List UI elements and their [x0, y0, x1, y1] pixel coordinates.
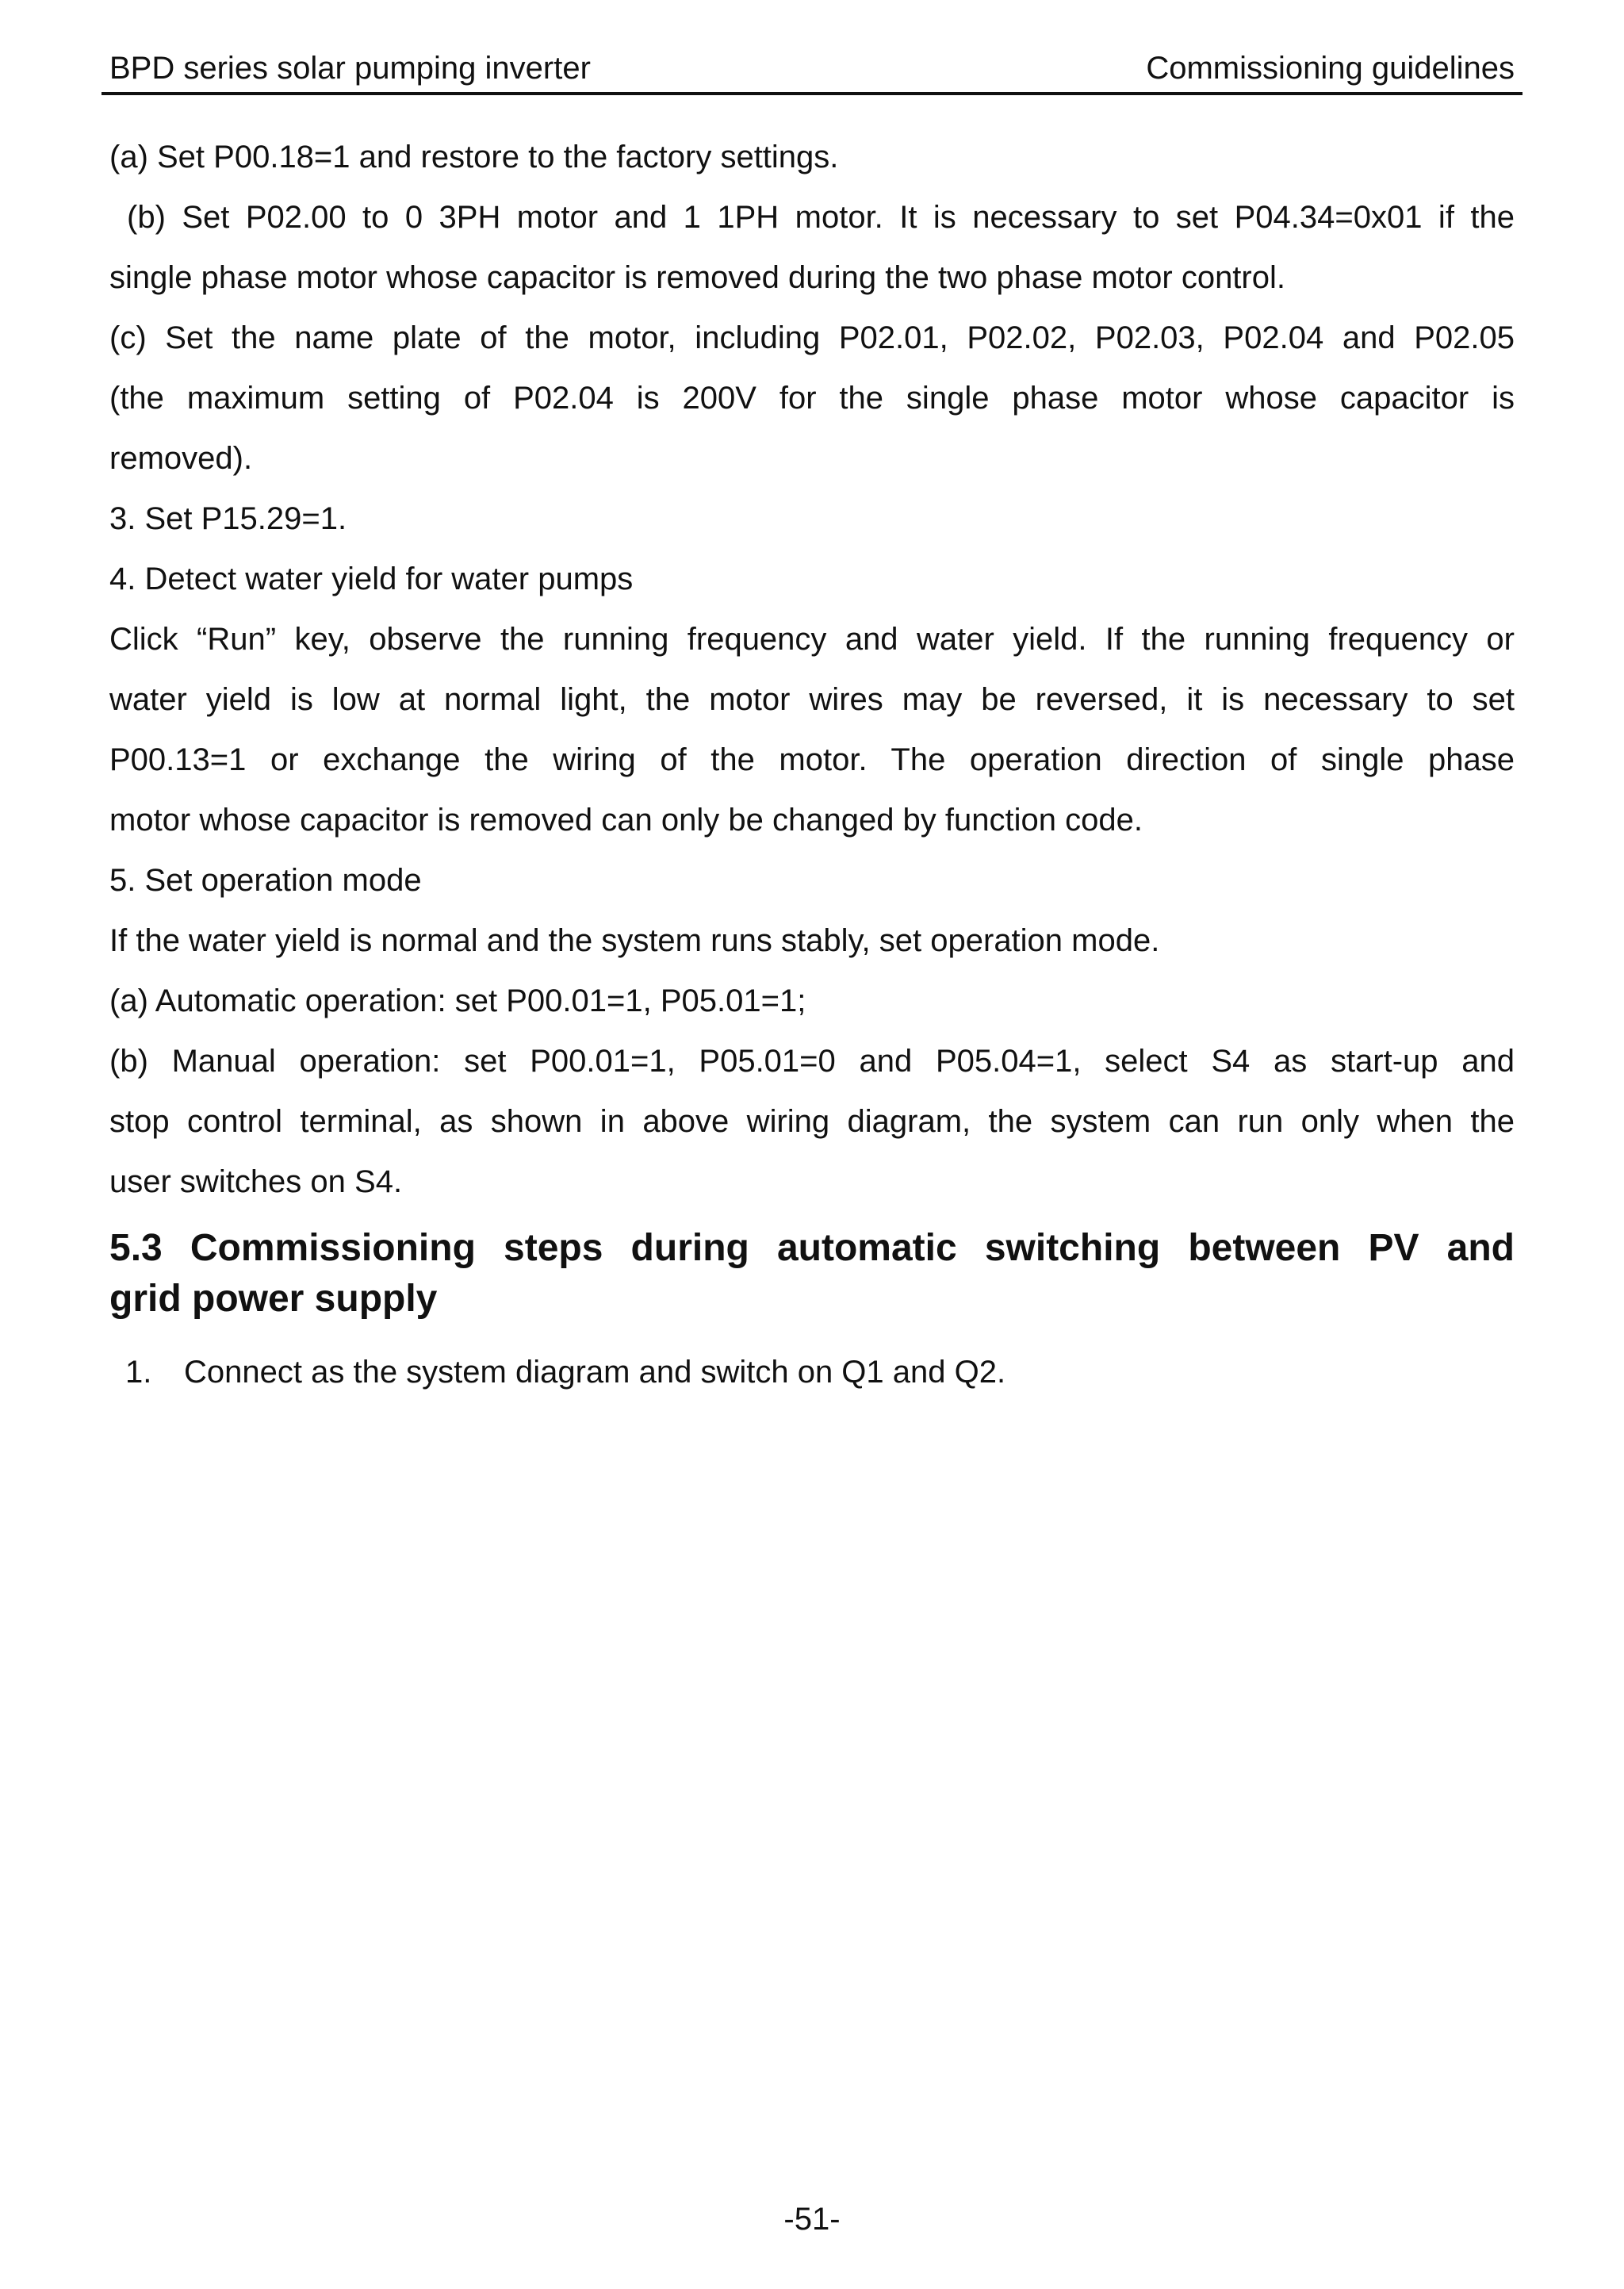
step-4-line2: water yield is low at normal light, the motor wires may be reversed, it is necessary to set: [109, 682, 1515, 717]
step-5-manual-line2: stop control terminal, as shown in above wiring diagram, the system can run only when the: [109, 1104, 1515, 1139]
page-header: [102, 48, 1522, 95]
paragraph-step-c-line3: removed).: [109, 441, 253, 476]
step-3: 3. Set P15.29=1.: [109, 501, 347, 536]
step-5-manual-line1: (b) Manual operation: set P00.01=1, P05.01=0 and P05.04=1, select S4 as start-up and: [109, 1044, 1515, 1079]
list-item-text: Connect as the system diagram and switch on Q1 and Q2.: [184, 1355, 1006, 1390]
step-5-title: 5. Set operation mode: [109, 863, 422, 898]
header-chapter-title: Commissioning guidelines: [1146, 51, 1515, 86]
page-content: [109, 127, 1515, 1402]
section-heading: [109, 1223, 1515, 1325]
step-5-manual-line3: user switches on S4.: [109, 1164, 403, 1199]
step-4-title: 4. Detect water yield for water pumps: [109, 562, 634, 596]
step-4-line1: Click “Run” key, observe the running frequency and water yield. If the running frequency or: [109, 622, 1515, 657]
paragraph-step-b-line1: (b) Set P02.00 to 0 3PH motor and 1 1PH motor. It is necessary to set P04.34=0x01 if the: [127, 200, 1515, 235]
header-document-title: BPD series solar pumping inverter: [109, 51, 591, 86]
paragraph-step-c-line1: (c) Set the name plate of the motor, including P02.01, P02.02, P02.03, P02.04 and P02.05: [109, 320, 1515, 355]
list-item-number: 1.: [125, 1355, 152, 1390]
step-4-line3: P00.13=1 or exchange the wiring of the motor. The operation direction of single phase: [109, 742, 1515, 777]
page-number: -51-: [783, 2202, 841, 2237]
section-heading-line1: 5.3 Commissioning steps during automatic switching between PV and: [109, 1227, 1515, 1269]
paragraph-step-c-line2: (the maximum setting of P02.04 is 200V for the single phase motor whose capacitor is: [109, 381, 1515, 416]
list-item: [109, 1342, 1515, 1402]
paragraph-step-b-line2: single phase motor whose capacitor is removed during the two phase motor control.: [109, 260, 1285, 295]
step-5-line1: If the water yield is normal and the system runs stably, set operation mode.: [109, 923, 1160, 958]
paragraph-step-a: (a) Set P00.18=1 and restore to the factory settings.: [109, 140, 839, 174]
step-4-line4: motor whose capacitor is removed can only be changed by function code.: [109, 803, 1143, 838]
section-heading-line2: grid power supply: [109, 1278, 438, 1320]
step-5-automatic: (a) Automatic operation: set P00.01=1, P05.01=1;: [109, 983, 806, 1018]
